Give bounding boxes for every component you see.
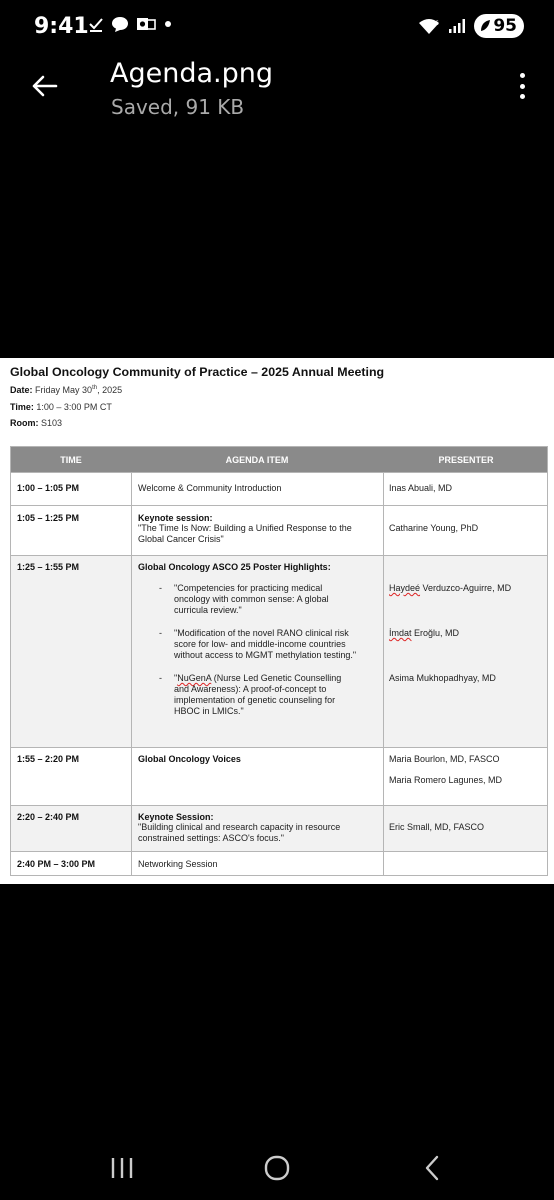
back-icon (422, 1154, 442, 1182)
row-time: 1:55 – 2:20 PM (17, 754, 80, 764)
row-item-title: Keynote Session: (138, 812, 214, 822)
document-title: Global Oncology Community of Practice – 2025 Annual Meeting (10, 365, 385, 379)
row-item-title: Keynote session: (138, 513, 213, 523)
row-item-title: Global Oncology ASCO 25 Poster Highlights: (138, 562, 331, 572)
row-time: 1:25 – 1:55 PM (17, 562, 80, 572)
battery-saver-icon (479, 19, 491, 33)
outlook-icon (136, 15, 156, 33)
row-presenter: Inas Abuali, MD (389, 483, 453, 493)
more-dot-icon (520, 73, 525, 78)
poster-presenter: İmdat Eroğlu, MD (389, 628, 460, 638)
nav-back-button[interactable] (402, 1144, 462, 1192)
bullet-marker: - (159, 673, 162, 683)
poster-title-line: and Awareness): A proof-of-concept to (174, 684, 327, 694)
row-time: 1:05 – 1:25 PM (17, 513, 80, 523)
row-item-line: "The Time Is Now: Building a Unified Response to the (138, 523, 352, 533)
row-presenter: Catharine Young, PhD (389, 523, 479, 533)
row-item-title: Global Oncology Voices (138, 754, 241, 764)
poster-presenter: Asima Mukhopadhyay, MD (389, 673, 496, 683)
poster-presenter: Haydeé Verduzco-Aguirre, MD (389, 583, 512, 593)
header-time: TIME (60, 454, 82, 465)
check-icon (88, 16, 104, 32)
row-presenter: Maria Romero Lagunes, MD (389, 775, 503, 785)
file-title: Agenda.png (110, 58, 273, 89)
status-time: 9:41 (34, 14, 89, 39)
poster-title-line: "Competencies for practicing medical (174, 583, 323, 593)
meeting-room: Room: S103 (10, 418, 63, 428)
table-row (11, 851, 547, 876)
table-row (11, 747, 547, 805)
dot-icon (163, 19, 173, 29)
row-item-line: Global Cancer Crisis" (138, 534, 224, 544)
meeting-time: Time: 1:00 – 3:00 PM CT (10, 402, 112, 412)
recents-icon (109, 1156, 135, 1180)
back-button[interactable] (26, 68, 62, 104)
poster-title-line: score for low- and middle-income countries (174, 639, 346, 649)
row-time: 2:40 PM – 3:00 PM (17, 859, 96, 869)
table-row (11, 555, 547, 747)
table-row (11, 805, 547, 851)
table-header (11, 447, 547, 472)
row-item: Welcome & Community Introduction (138, 483, 282, 493)
more-options-button[interactable] (512, 69, 532, 103)
header-agenda-item: AGENDA ITEM (225, 454, 289, 465)
status-bar (0, 0, 554, 52)
chat-bubble-icon (111, 15, 129, 33)
notification-icons (88, 15, 173, 33)
home-icon (263, 1154, 291, 1182)
header-presenter: PRESENTER (438, 454, 494, 465)
battery-indicator (474, 14, 524, 38)
poster-title-line: curricula review." (174, 605, 242, 615)
signal-icon (448, 18, 466, 34)
wifi-icon (418, 17, 440, 35)
poster-title-line: HBOC in LMICs." (174, 706, 244, 716)
bullet-marker: - (159, 583, 162, 593)
home-button[interactable] (247, 1144, 307, 1192)
row-time: 1:00 – 1:05 PM (17, 483, 80, 493)
app-bar (0, 52, 554, 132)
table-row (11, 505, 547, 555)
row-item: Networking Session (138, 859, 218, 869)
poster-title-line: "Modification of the novel RANO clinical risk (174, 628, 349, 638)
recents-button[interactable] (92, 1144, 152, 1192)
file-subtitle: Saved, 91 KB (111, 95, 245, 119)
row-presenter: Maria Bourlon, MD, FASCO (389, 754, 500, 764)
arrow-back-icon (30, 72, 58, 100)
bullet-marker: - (159, 628, 162, 638)
meeting-date: Date: Friday May 30th, 2025 (10, 385, 123, 395)
agenda-table (10, 446, 548, 876)
battery-level: 95 (493, 16, 517, 36)
more-dot-icon (520, 94, 525, 99)
poster-title-line: without access to MGMT methylation testing." (174, 650, 357, 660)
svg-text:6: 6 (435, 20, 440, 27)
system-icons (418, 14, 524, 38)
row-time: 2:20 – 2:40 PM (17, 812, 80, 822)
more-dot-icon (520, 84, 525, 89)
agenda-image[interactable] (0, 358, 554, 884)
poster-title-line: implementation of genetic counseling for (174, 695, 336, 705)
row-item-line: constrained settings: ASCO's focus." (138, 833, 284, 843)
row-presenter: Eric Small, MD, FASCO (389, 822, 485, 832)
table-row (11, 472, 547, 505)
row-item-line: "Building clinical and research capacity in resource (138, 822, 341, 832)
poster-title-line: oncology with common sense: A global (174, 594, 329, 604)
poster-title-line: "NuGenA (Nurse Led Genetic Counselling (174, 673, 342, 683)
navigation-bar (0, 1136, 554, 1200)
